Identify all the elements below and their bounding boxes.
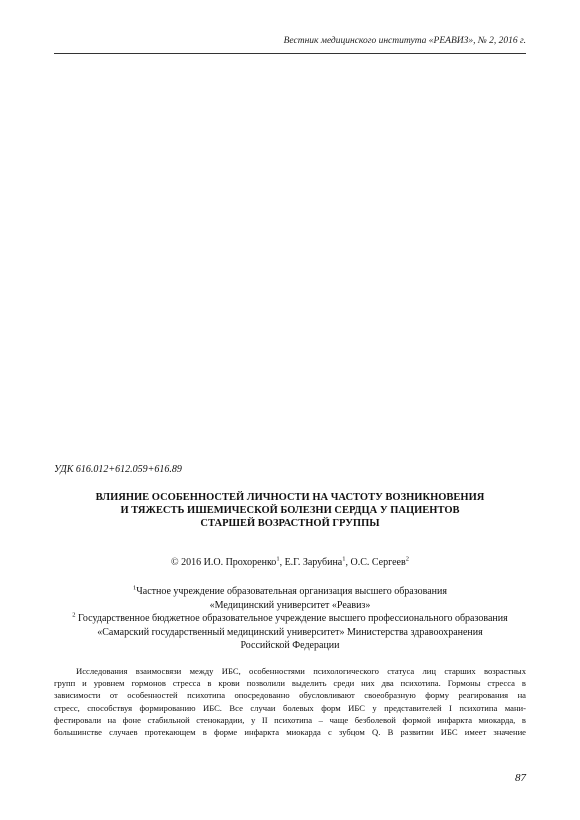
abstract-line: большинстве случаев протекающем в форме инфаркта миокарда с зубцом Q. В развитии ИБС имеет значение bbox=[54, 727, 526, 738]
abstract-line: групп и уровнем гормонов стресса в крови позволили выделить среди них два психотипа. Гормоны стресса в bbox=[54, 678, 526, 689]
udk-code: УДК 616.012+612.059+616.89 bbox=[54, 464, 182, 475]
page-number: 87 bbox=[515, 772, 526, 784]
author2-affiliation-mark: 1 bbox=[342, 555, 346, 563]
abstract-line: зависимости от особенностей психотипа опосредованно обусловливают своеобразную форму реагирования на bbox=[54, 690, 526, 701]
author3-affiliation-mark: 2 bbox=[405, 555, 409, 563]
journal-header: Вестник медицинского института «РЕАВИЗ», № 2, 2016 г. bbox=[283, 36, 526, 46]
author3: , О.С. Сергеев bbox=[345, 557, 406, 568]
abstract bbox=[54, 665, 526, 738]
title-line: СТАРШЕЙ ВОЗРАСТНОЙ ГРУППЫ bbox=[200, 518, 380, 529]
affiliation-1-line: Частное учреждение образовательная организация высшего образования bbox=[136, 586, 447, 597]
title-line: И ТЯЖЕСТЬ ИШЕМИЧЕСКОЙ БОЛЕЗНИ СЕРДЦА У ПАЦИЕНТОВ bbox=[120, 505, 460, 516]
author-copyright: © 2016 И.О. Прохоренко bbox=[171, 557, 277, 568]
authors-line bbox=[54, 557, 526, 568]
author1-affiliation-mark: 1 bbox=[276, 555, 280, 563]
affiliation-2-name: «Самарский государственный медицинский университет» Министерства здравоохранения bbox=[97, 626, 483, 638]
title-line: ВЛИЯНИЕ ОСОБЕННОСТЕЙ ЛИЧНОСТИ НА ЧАСТОТУ ВОЗНИКНОВЕНИЯ bbox=[95, 492, 485, 503]
affiliation-2-mark: 2 bbox=[72, 611, 76, 619]
affiliation-2 bbox=[54, 612, 526, 626]
header-divider bbox=[54, 53, 526, 54]
abstract-line: фестировали на фоне стабильной стенокардии, у II психотипа – чаще безболевой формой инфаркта миокарда, в bbox=[54, 714, 526, 725]
abstract-line: стресс, способствуя формированию ИБС. Все случаи болевых форм ИБС у представителей I психотипа мани- bbox=[54, 702, 526, 713]
affiliations bbox=[54, 585, 526, 653]
article-title bbox=[54, 491, 526, 530]
affiliation-2-line: Государственное бюджетное образовательное учреждение высшего профессионального образования bbox=[75, 613, 508, 624]
affiliation-1-mark: 1 bbox=[133, 584, 137, 592]
affiliation-1-name: «Медицинский университет «Реавиз» bbox=[209, 599, 371, 611]
affiliation-1 bbox=[54, 585, 526, 599]
author2: , Е.Г. Зарубина bbox=[279, 557, 343, 568]
abstract-line: Исследования взаимосвязи между ИБС, особенностями психологического статуса лиц старших возрастных bbox=[76, 666, 526, 676]
affiliation-2-country: Российской Федерации bbox=[240, 640, 340, 651]
